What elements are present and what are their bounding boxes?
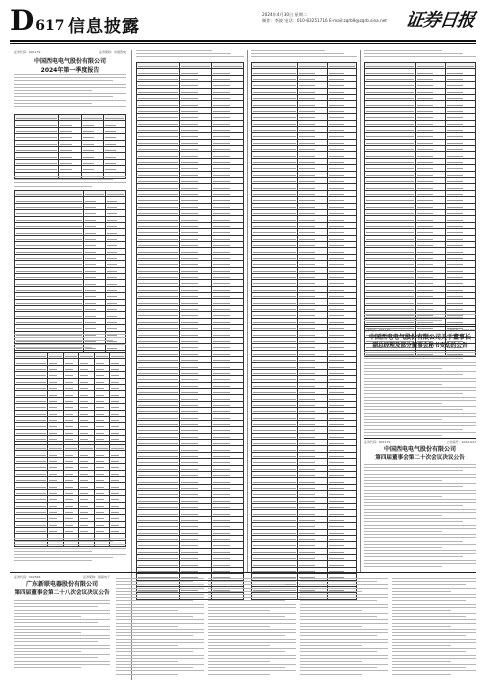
column-divider: [360, 50, 361, 572]
section-letter: D: [10, 4, 35, 37]
notice-number: 公告编号：2024-023: [446, 440, 476, 444]
report-text-block: [14, 176, 126, 189]
newspaper-logo: 证券日报: [404, 10, 476, 31]
cash-flow-table: [364, 62, 476, 357]
masthead-rule-thin: [10, 43, 476, 44]
income-statement-table: [251, 62, 357, 600]
masthead-rule: [10, 40, 476, 42]
column-divider: [247, 50, 248, 572]
board-change-notice-header: [364, 328, 476, 349]
stock-code-line: [14, 50, 126, 54]
notice-title-line-1: 中国西电电气股份有限公司关于董事长: [368, 334, 471, 341]
notice-company-name: 广东新联电器股份有限公司: [25, 581, 98, 588]
nonrecurring-items-table: [14, 190, 126, 357]
notice-stock-code: 证券代码：002546: [14, 575, 41, 579]
section-code: [10, 6, 65, 41]
column-text-block: [364, 314, 476, 324]
bottom-text-block: [300, 578, 388, 677]
report-text-block: [14, 74, 126, 109]
column-text-block: [136, 50, 244, 60]
notice-company-name: 中国西电电气股份有限公司: [383, 446, 456, 453]
company-name: 中国西电电气股份有限公司: [33, 58, 106, 65]
bottom-text-block: [14, 600, 110, 670]
issue-info: [262, 12, 387, 24]
shareholders-table: [14, 352, 126, 449]
notice-number: 公告编号：2024-022: [446, 328, 476, 332]
bottom-text-block: [208, 578, 296, 677]
notice-title: 第四届董事会第二十八次会议决议公告: [14, 590, 110, 596]
report-text-block: [14, 334, 126, 350]
issue-contact: 制作：李波 电话：010-83251716 E-mail:zqrb9@zqrb.sina.net: [262, 18, 387, 23]
quarterly-report-header: [14, 50, 126, 74]
notice-stock-code: 证券代码：601179: [364, 328, 391, 332]
bottom-notice-header: [14, 575, 110, 596]
issue-date: 2024年4月30日 星期二: [262, 12, 308, 17]
notice-stock-code: 证券代码：601179: [364, 440, 391, 444]
board-resolution-header: [364, 440, 476, 461]
section-rule: [364, 326, 476, 327]
holdings-detail-table: [14, 444, 126, 547]
masthead: [10, 4, 476, 40]
column-text-block: [251, 50, 357, 60]
notice-text-block: [364, 464, 476, 569]
section-title: 信息披露: [68, 17, 140, 37]
stock-short-name: 证券简称：中国西电: [98, 50, 126, 54]
notice-title-line-2: 副总经理及部分董事会秘书变动的公告: [372, 343, 468, 349]
report-title: 2024年第一季度报告: [40, 67, 100, 74]
report-text-block: [14, 538, 126, 564]
notice-short-name: 证券简称：新联电子: [82, 575, 110, 579]
column-text-block: [364, 50, 476, 60]
balance-sheet-table: [136, 62, 244, 600]
bottom-band-rule: [10, 572, 476, 573]
bottom-text-block: [116, 578, 204, 677]
notice-text-block: [364, 352, 476, 438]
stock-code: 证券代码：601179: [14, 50, 41, 54]
section-rule: [364, 438, 476, 439]
key-financials-table: [14, 114, 126, 179]
section-number: 617: [35, 18, 65, 34]
bottom-text-block: [392, 578, 476, 677]
notice-title: 第四届董事会第二十次会议决议公告: [375, 455, 465, 461]
